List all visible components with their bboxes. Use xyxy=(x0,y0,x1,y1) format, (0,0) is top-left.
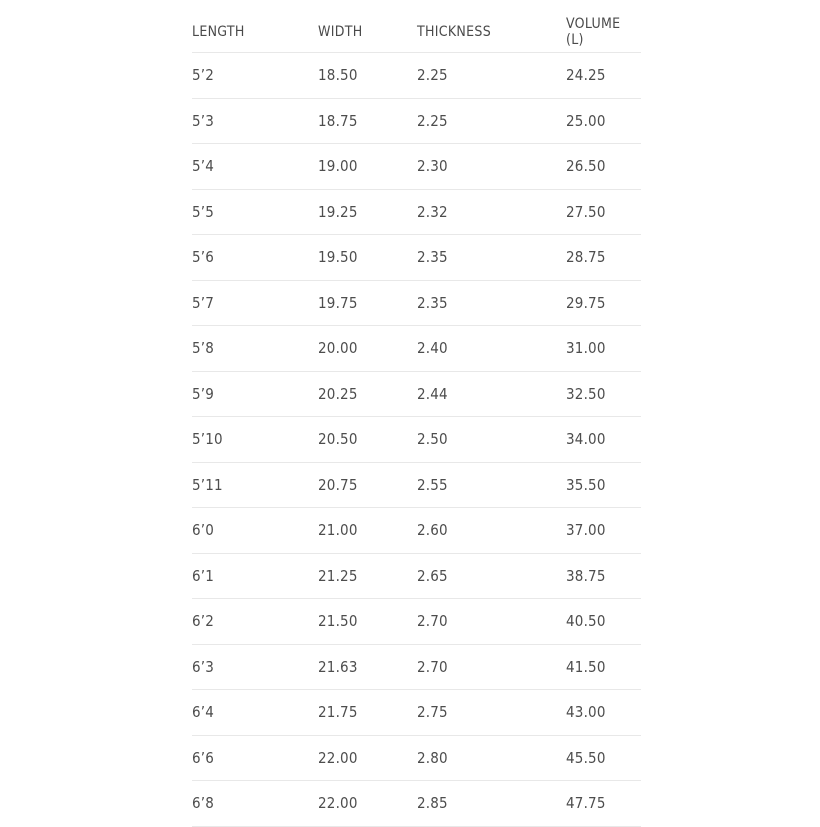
table-row xyxy=(192,462,641,508)
table-row xyxy=(192,644,641,690)
table-cell: 2.35 xyxy=(417,248,448,267)
table-cell: 19.00 xyxy=(318,157,358,176)
table-cell: 2.55 xyxy=(417,475,448,494)
table-row xyxy=(192,144,641,190)
table-cell: 2.60 xyxy=(417,521,448,540)
table-cell: 5’4 xyxy=(192,157,215,176)
table-cell: 2.70 xyxy=(417,657,448,676)
table-cell: 5’11 xyxy=(192,475,223,494)
table-cell: 6’1 xyxy=(192,566,215,585)
table-cell: 2.65 xyxy=(417,566,448,585)
table-cell: 5’7 xyxy=(192,293,215,312)
table-cell: 21.25 xyxy=(318,566,358,585)
table-cell: 2.85 xyxy=(417,794,448,813)
table-cell: 5’8 xyxy=(192,339,215,358)
table-row xyxy=(192,553,641,599)
table-cell: 18.50 xyxy=(318,66,358,85)
table-cell: 21.50 xyxy=(318,612,358,631)
table-cell: 5’2 xyxy=(192,66,215,85)
table-row xyxy=(192,371,641,417)
column-header-thickness: THICKNESS xyxy=(417,23,492,40)
table-cell: 32.50 xyxy=(566,384,606,403)
table-cell: 25.00 xyxy=(566,111,606,130)
table-row xyxy=(192,781,641,827)
table-cell: 47.75 xyxy=(566,794,606,813)
table-row xyxy=(192,53,641,99)
header-row xyxy=(192,11,641,53)
column-header-volume: VOLUME (L) xyxy=(566,15,621,48)
table-cell: 2.30 xyxy=(417,157,448,176)
table-cell: 2.75 xyxy=(417,703,448,722)
table-cell: 2.25 xyxy=(417,111,448,130)
table-row xyxy=(192,189,641,235)
table-cell: 2.80 xyxy=(417,748,448,767)
table-cell: 45.50 xyxy=(566,748,606,767)
table-cell: 29.75 xyxy=(566,293,606,312)
size-chart-table xyxy=(192,11,641,827)
table-cell: 5’5 xyxy=(192,202,215,221)
table-row xyxy=(192,508,641,554)
table-cell: 6’4 xyxy=(192,703,215,722)
table-row xyxy=(192,690,641,736)
table-cell: 40.50 xyxy=(566,612,606,631)
table-cell: 5’6 xyxy=(192,248,215,267)
table-cell: 24.25 xyxy=(566,66,606,85)
table-cell: 6’8 xyxy=(192,794,215,813)
table-cell: 2.40 xyxy=(417,339,448,358)
table-cell: 6’2 xyxy=(192,612,215,631)
table-cell: 34.00 xyxy=(566,430,606,449)
table-cell: 26.50 xyxy=(566,157,606,176)
table-row xyxy=(192,326,641,372)
table-cell: 41.50 xyxy=(566,657,606,676)
table-cell: 31.00 xyxy=(566,339,606,358)
table-cell: 37.00 xyxy=(566,521,606,540)
table-cell: 21.75 xyxy=(318,703,358,722)
table-row xyxy=(192,235,641,281)
table-row xyxy=(192,735,641,781)
table-row xyxy=(192,417,641,463)
table-cell: 22.00 xyxy=(318,748,358,767)
table-cell: 38.75 xyxy=(566,566,606,585)
size-chart-container xyxy=(192,11,641,827)
table-cell: 19.25 xyxy=(318,202,358,221)
table-cell: 28.75 xyxy=(566,248,606,267)
table-cell: 2.35 xyxy=(417,293,448,312)
table-cell: 35.50 xyxy=(566,475,606,494)
table-cell: 5’9 xyxy=(192,384,215,403)
table-cell: 43.00 xyxy=(566,703,606,722)
table-body xyxy=(192,53,641,827)
table-cell: 2.50 xyxy=(417,430,448,449)
table-cell: 27.50 xyxy=(566,202,606,221)
table-cell: 20.00 xyxy=(318,339,358,358)
table-row xyxy=(192,98,641,144)
column-header-width: WIDTH xyxy=(318,23,363,40)
table-cell: 22.00 xyxy=(318,794,358,813)
table-cell: 20.50 xyxy=(318,430,358,449)
table-cell: 2.70 xyxy=(417,612,448,631)
table-cell: 2.25 xyxy=(417,66,448,85)
table-header xyxy=(192,11,641,53)
table-cell: 5’3 xyxy=(192,111,215,130)
table-cell: 2.32 xyxy=(417,202,448,221)
table-cell: 2.44 xyxy=(417,384,448,403)
table-cell: 6’3 xyxy=(192,657,215,676)
table-cell: 6’0 xyxy=(192,521,215,540)
table-cell: 21.63 xyxy=(318,657,358,676)
table-cell: 19.75 xyxy=(318,293,358,312)
table-cell: 19.50 xyxy=(318,248,358,267)
table-row xyxy=(192,280,641,326)
table-cell: 18.75 xyxy=(318,111,358,130)
table-cell: 20.75 xyxy=(318,475,358,494)
table-row xyxy=(192,599,641,645)
table-cell: 5’10 xyxy=(192,430,223,449)
table-cell: 6’6 xyxy=(192,748,215,767)
table-cell: 21.00 xyxy=(318,521,358,540)
table-cell: 20.25 xyxy=(318,384,358,403)
column-header-length: LENGTH xyxy=(192,23,245,40)
